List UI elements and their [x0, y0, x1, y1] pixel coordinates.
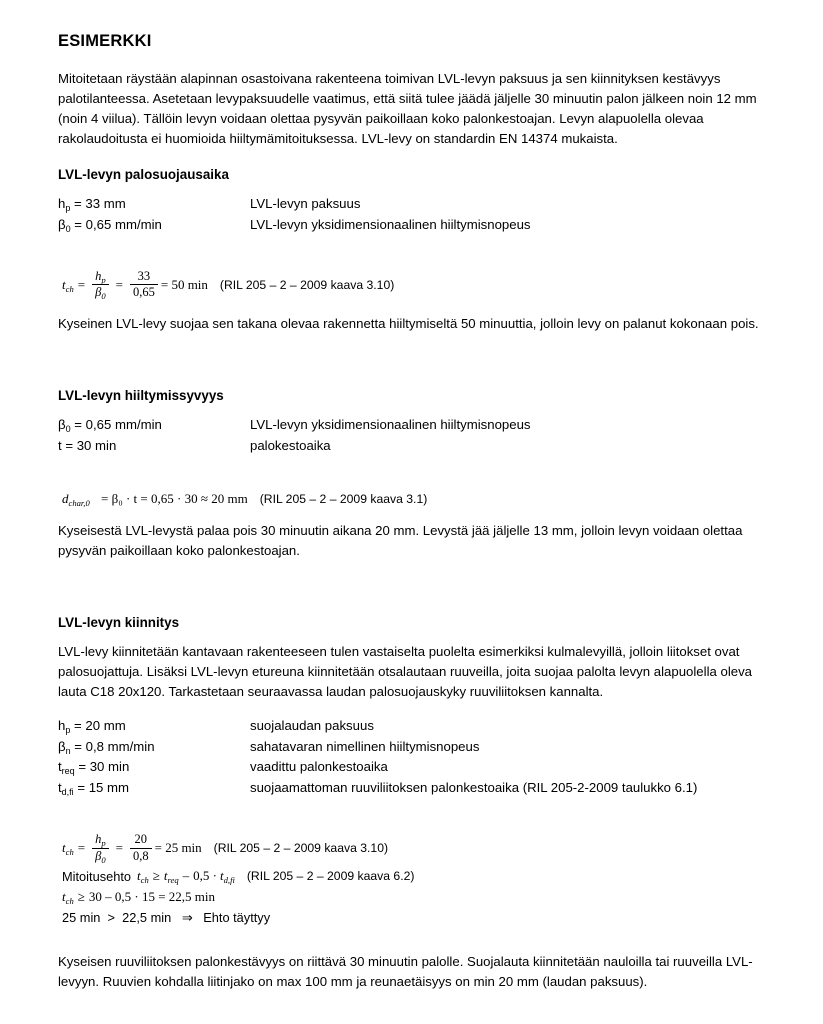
formula-conclusion: 25 min > 22,5 min ⇒ Ehto täyttyy	[62, 910, 271, 925]
variable-table-3	[58, 716, 697, 799]
formula-numerator: 20	[134, 832, 148, 846]
variable-subscript: p	[65, 203, 71, 214]
table-row	[58, 737, 697, 758]
variable-value: = 30 min	[65, 437, 117, 453]
formula-fraction-values	[130, 833, 152, 863]
formula-lhs: $t_{ch}$	[62, 840, 74, 857]
formula-result: = 25 min	[154, 840, 202, 855]
formula-label: Mitoitusehto	[62, 868, 131, 884]
variable-subscript: req	[61, 766, 75, 777]
variable-description: sahatavaran nimellinen hiiltymisnopeus	[250, 738, 480, 754]
variable-symbol: $\beta_0 = 0,65$ mm/min	[58, 217, 162, 235]
formula-reference: (RIL 205 – 2 – 2009 kaava 6.2)	[246, 869, 415, 883]
variable-description: LVL-levyn paksuus	[250, 196, 361, 212]
variable-symbol: $t_{req} = 30$ min	[58, 759, 130, 777]
variable-table-1	[58, 194, 531, 236]
variable-value: = 20 mm	[74, 717, 126, 733]
section-heading-kiinnitys: LVL-levyn kiinnitys	[58, 614, 180, 630]
formula-mitoitusehto: Mitoitusehto $t_{ch}$ ≥ $t_{req}$ – 0,5 · $t_{d,fi}$ (RIL 205 – 2 – 2009 kaava 6.2)	[62, 868, 415, 885]
variable-subscript: d,fi	[61, 787, 74, 798]
formula-group-kiinnitys	[58, 833, 761, 926]
variable-value: = 0,65 mm/min	[74, 217, 162, 233]
variable-value: = 0,65 mm/min	[74, 416, 162, 432]
variable-value: = 15 mm	[77, 780, 130, 796]
formula-hiiltymissyvyys	[58, 491, 761, 507]
variable-value: = 33 mm	[74, 196, 126, 212]
variable-subscript: n	[65, 745, 71, 756]
table-row	[58, 215, 531, 236]
variable-description: vaadittu palonkestoaika	[250, 759, 388, 775]
variable-value: = 0,8 mm/min	[74, 738, 155, 754]
table-row	[58, 436, 531, 457]
formula-fraction-symbols: $\frac{h_p}{\beta_0}$	[92, 833, 109, 863]
formula-evaluation: $t_{ch}$ ≥ 30 – 0,5 · 15 = 22,5 min	[62, 889, 216, 906]
variable-description: LVL-levyn yksidimensionaalinen hiiltymisnopeus	[250, 416, 531, 432]
formula-lhs: $t_{ch}$	[62, 276, 74, 294]
table-row	[58, 778, 697, 799]
formula-fraction-values	[130, 270, 158, 300]
formula-fraction-symbols: $\frac{h_p}{\beta_0}$	[92, 270, 109, 300]
variable-symbol: $\beta_n = 0,8$ mm/min	[58, 738, 155, 756]
variable-symbol: $t_{d,fi} = 15$ mm	[58, 780, 130, 798]
variable-description: suojalaudan paksuus	[250, 717, 374, 733]
variable-symbol: $\beta_0 = 0,65$ mm/min	[58, 416, 162, 434]
variable-description: palokestoaika	[250, 437, 331, 453]
formula-palosuojausaika: $t_{ch}$ = $\frac{h_p}{\beta_0}$ = $\frac{33}{0,65}$ = 50 min (RIL 205 – 2 – 2009 kaava 3.10)	[62, 268, 395, 302]
section-body-3: LVL-levy kiinnitetään kantavaan rakenteeseen tulen vastaiselta puolelta esimerkiksi kulmalevyillä, jolloin liitokset ovat palosuojattuja. Lisäksi LVL-levyn etureuna kiinnitetään otsalautaan ruuveilla, joita suojaa palolta levyn alapuolella oleva lauta C18 20x120. Tarkastetaan seuraavassa laudan palosuojauskyky ruuviliitoksen kannalta.	[58, 643, 753, 699]
table-row	[58, 757, 697, 778]
table-row	[58, 716, 697, 737]
table-row	[58, 194, 531, 215]
section-heading-palosuojausaika: LVL-levyn palosuojausaika	[58, 167, 229, 183]
table-row	[58, 415, 531, 436]
formula-reference: (RIL 205 – 2 – 2009 kaava 3.1)	[259, 491, 428, 506]
variable-subscript: 0	[65, 423, 71, 434]
formula-expression: = β₀ · t = 0,65 · 30 ≈ 20 mm	[101, 490, 248, 506]
section-note-3: Kyseisen ruuviliitoksen palonkestävyys on riittävä 30 minuutin palolle. Suojalauta kiinnitetään nauloilla tai ruuveilla LVL-levyyn. Ruuvien kohdalla liitinjako on max 100 mm ja reunaetäisyys on min 20 mm (laudan paksuus).	[58, 954, 753, 990]
variable-description: suojaamattoman ruuviliitoksen palonkestoaika (RIL 205-2-2009 taulukko 6.1)	[250, 780, 698, 796]
formula-reference: (RIL 205 – 2 – 2009 kaava 3.10)	[213, 841, 389, 855]
formula-lhs: $d_{char,0}$	[62, 490, 90, 508]
section-heading-hiiltymissyvyys: LVL-levyn hiiltymissyvyys	[58, 387, 224, 403]
formula-tch: $t_{ch}$ = $\frac{h_p}{\beta_0}$ = $\frac{20}{0,8}$ = 25 min (RIL 205 – 2 – 2009 kaava 3.10)	[62, 832, 389, 865]
variable-subscript: p	[65, 724, 71, 735]
page-title: ESIMERKKI	[58, 32, 152, 50]
variable-description: LVL-levyn yksidimensionaalinen hiiltymisnopeus	[250, 217, 531, 233]
formula-result: = 50 min	[160, 276, 208, 292]
formula-reference: (RIL 205 – 2 – 2009 kaava 3.10)	[219, 277, 395, 292]
variable-value: = 30 min	[78, 759, 130, 775]
variable-symbol: $h_p = 33$ mm	[58, 196, 126, 214]
variable-subscript: 0	[65, 224, 71, 235]
formula-numerator: 33	[137, 268, 151, 283]
formula-denominator: 0,8	[130, 848, 152, 864]
intro-paragraph: Mitoitetaan räystään alapinnan osastoivana rakenteena toimivan LVL-levyn paksuus ja sen kiinnityksen kestävyys palotilanteessa. Asetetaan levypaksuudelle vaatimus, että siitä tulee jäädä jäljelle 30 minuutin palon jälkeen noin 12 mm (noin 4 viilua). Tällöin levyn voidaan olettaa pysyvän paikoillaan koko palonkestoajan. Levyn alapuolella olevaa rakolaudoitusta ei huomioida hiiltymämitoituksessa. LVL-levy on standardin EN 14374 mukaista.	[58, 71, 757, 147]
formula-denominator: 0,65	[130, 284, 158, 300]
section-note-1: Kyseinen LVL-levy suojaa sen takana olevaa rakennetta hiiltymiseltä 50 minuuttia, jolloin levy on palanut kokonaan pois.	[58, 315, 759, 331]
variable-symbol: $h_p = 20$ mm	[58, 717, 126, 735]
variable-symbol: t = 30 min	[58, 437, 117, 453]
section-note-2: Kyseisestä LVL-levystä palaa pois 30 minuutin aikana 20 mm. Levystä jää jäljelle 13 mm, jolloin levyn voidaan olettaa pysyvän paikoillaan koko palonkestoajan.	[58, 522, 743, 558]
variable-table-2	[58, 415, 531, 457]
